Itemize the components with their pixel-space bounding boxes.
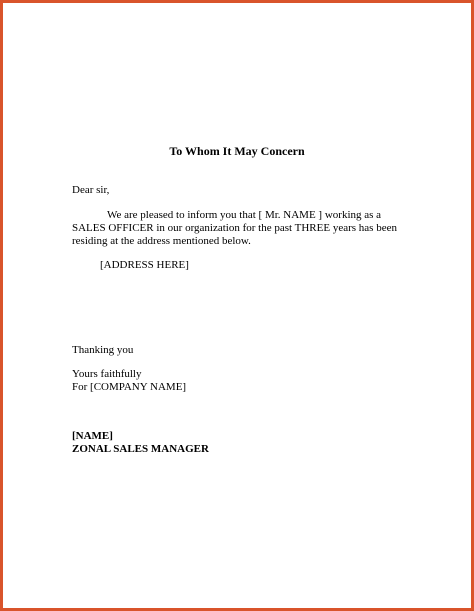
signatory-title: ZONAL SALES MANAGER — [72, 443, 209, 455]
signatory-name: [NAME] — [72, 430, 113, 442]
company-line: For [COMPANY NAME] — [72, 381, 187, 393]
thanking-line: Thanking you — [72, 344, 134, 356]
address-placeholder: [ADDRESS HERE] — [100, 259, 189, 271]
body-line-2: SALES OFFICER in our organization for the past THREE years has been — [72, 222, 397, 234]
body-line-1: We are pleased to inform you that [ Mr. NAME ] working as a — [107, 209, 382, 221]
closing-line: Yours faithfully — [72, 368, 142, 380]
body-line-3: residing at the address mentioned below. — [72, 235, 251, 247]
salutation: Dear sir, — [72, 184, 110, 196]
letter-title: To Whom It May Concern — [169, 144, 305, 158]
